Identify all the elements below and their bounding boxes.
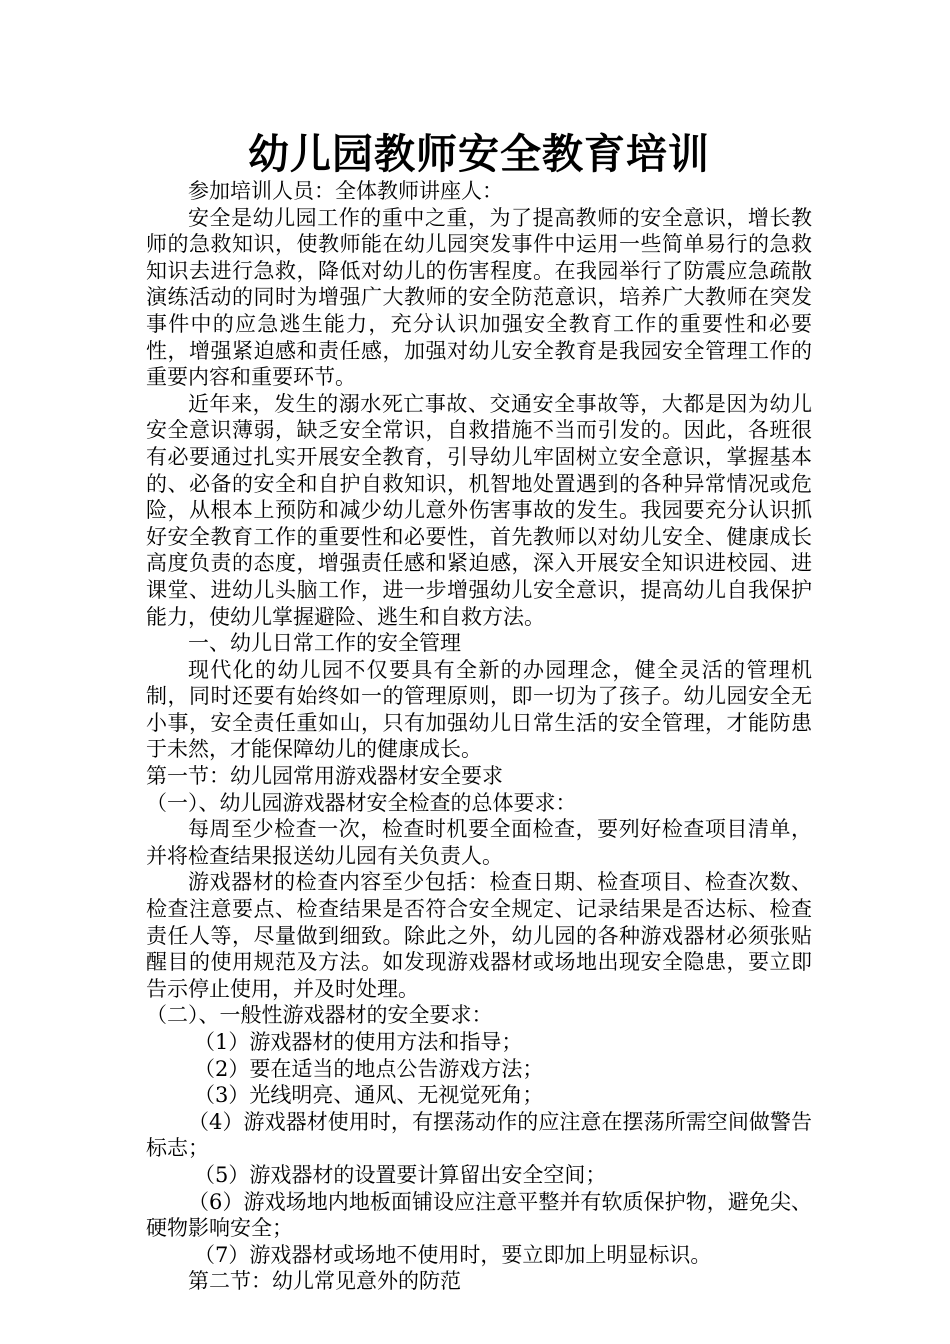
requirement-item-3: （3）光线明亮、通风、无视觉死角； [194, 1083, 544, 1108]
inspection-content-paragraph: 游戏器材的检查内容至少包括：检查日期、检查项目、检查次数、检查注意要点、检查结果是否符合安全规定、记录结果是否达标、检查责任人等，尽量做到细致。除此之外，幼儿园的各种游戏器材必须张贴醒目的使用规范及方法。如发现游戏器材或场地出现安全隐患，要立即告示停止使用，并及时处理。 [146, 870, 812, 1001]
management-paragraph: 现代化的幼儿园不仅要具有全新的办园理念，健全灵活的管理机制，同时还要有始终如一的管理原则，即一切为了孩子。幼儿园安全无小事，安全责任重如山，只有加强幼儿日常生活的安全管理，才能防患于未然，才能保障幼儿的健康成长。 [146, 657, 812, 762]
requirement-item-5: （5）游戏器材的设置要计算留出安全空间； [194, 1162, 607, 1187]
chapter-heading-2: 第二节：幼儿常见意外的防范 [188, 1269, 461, 1294]
subheading-safety-requirements: （二）、一般性游戏器材的安全要求： [146, 1003, 493, 1028]
requirement-item-7: （7）游戏器材或场地不使用时，要立即加上明显标识。 [194, 1242, 712, 1267]
requirement-item-4: （4）游戏器材使用时，有摆荡动作的应注意在摆荡所需空间做警告标志； [146, 1109, 812, 1161]
subheading-general-requirements: （一）、幼儿园游戏器材安全检查的总体要求： [146, 790, 577, 815]
chapter-heading-1: 第一节：幼儿园常用游戏器材安全要求 [146, 764, 503, 789]
document-title: 幼儿园教师安全教育培训 [248, 130, 710, 178]
section-heading-daily-management: 一、幼儿日常工作的安全管理 [188, 631, 461, 656]
background-paragraph: 近年来，发生的溺水死亡事故、交通安全事故等，大都是因为幼儿安全意识薄弱，缺乏安全常识，自救措施不当而引发的。因此，各班很有必要通过扎实开展安全教育，引导幼儿牢固树立安全意识，掌握基本的、必备的安全和自护自救知识，机智地处置遇到的各种异常情况或危险，从根本上预防和减少幼儿意外伤害事故的发生。我园要充分认识抓好安全教育工作的重要性和必要性，首先教师以对幼儿安全、健康成长高度负责的态度，增强责任感和紧迫感，深入开展安全知识进校园、进课堂、进幼儿头脑工作，进一步增强幼儿安全意识，提高幼儿自我保护能力，使幼儿掌握避险、逃生和自救方法。 [146, 391, 812, 629]
requirement-item-2: （2）要在适当的地点公告游戏方法； [194, 1056, 544, 1081]
inspection-frequency-paragraph: 每周至少检查一次，检查时机要全面检查，要列好检查项目清单，并将检查结果报送幼儿园有关负责人。 [146, 817, 812, 868]
requirement-item-6: （6）游戏场地内地板面铺设应注意平整并有软质保护物，避免尖、硬物影响安全； [146, 1189, 812, 1241]
intro-paragraph: 安全是幼儿园工作的重中之重，为了提高教师的安全意识，增长教师的急救知识，使教师能在幼儿园突发事件中运用一些简单易行的急救知识去进行急救，降低对幼儿的伤害程度。在我园举行了防震应急疏散演练活动的同时为增强广大教师的安全防范意识，培养广大教师在突发事件中的应急逃生能力，充分认识加强安全教育工作的重要性和必要性，增强紧迫感和责任感，加强对幼儿安全教育是我园安全管理工作的重要内容和重要环节。 [146, 205, 812, 390]
requirement-item-1: （1）游戏器材的使用方法和指导； [194, 1030, 523, 1054]
document-page [146, 126, 812, 1295]
attendees-line: 参加培训人员：全体教师讲座人： [188, 179, 503, 203]
